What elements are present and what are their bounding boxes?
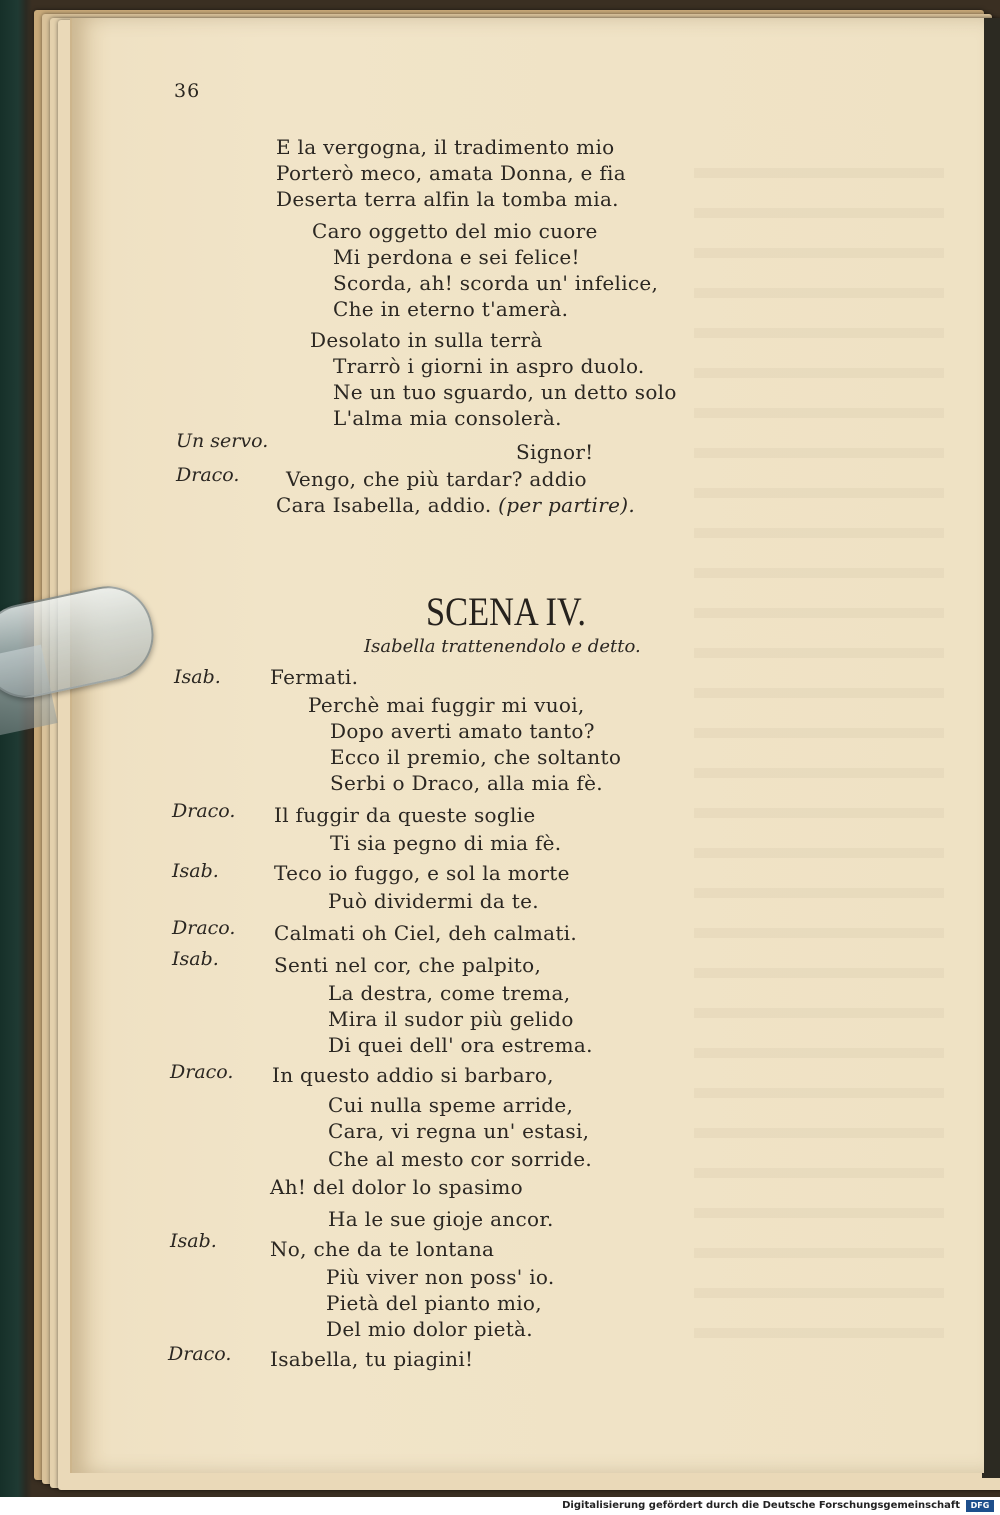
- verse-line: Cui nulla speme arride,: [328, 1093, 574, 1117]
- scene-title: SCENA IV.: [426, 589, 586, 634]
- verse-line: [276, 493, 635, 517]
- speaker-label: Isab.: [172, 860, 219, 882]
- speaker-label: Draco.: [168, 1343, 232, 1365]
- speaker-label: Isab.: [172, 948, 219, 970]
- verse-line: Più viver non poss' io.: [326, 1265, 555, 1289]
- verse-line: Fermati.: [270, 665, 359, 689]
- speaker-label: Draco.: [176, 464, 240, 486]
- verse-line: E la vergogna, il tradimento mio: [276, 135, 615, 159]
- show-through-text: [694, 138, 944, 1338]
- verse-line: Cara, vi regna un' estasi,: [328, 1119, 590, 1143]
- verse-line: Dopo averti amato tanto?: [330, 719, 595, 743]
- verse-line: Vengo, che più tardar? addio: [286, 467, 587, 491]
- verse-line: Pietà del pianto mio,: [326, 1291, 542, 1315]
- verse-line: Perchè mai fuggir mi vuoi,: [308, 693, 585, 717]
- verse-line: Serbi o Draco, alla mia fè.: [330, 771, 603, 795]
- verse-text: Cara Isabella, addio.: [276, 493, 492, 517]
- verse-line: Deserta terra alfin la tomba mia.: [276, 187, 619, 211]
- verse-line: Caro oggetto del mio cuore: [312, 219, 598, 243]
- verse-line: Ecco il premio, che soltanto: [330, 745, 622, 769]
- page-number: 36: [174, 80, 201, 102]
- stage-direction: (per partire).: [498, 493, 636, 517]
- verse-line: Scorda, ah! scorda un' infelice,: [333, 271, 659, 295]
- verse-line: Il fuggir da queste soglie: [274, 803, 536, 827]
- verse-line: Teco io fuggo, e sol la morte: [274, 861, 570, 885]
- speaker-label: Isab.: [170, 1230, 217, 1252]
- verse-line: Ah! del dolor lo spasimo: [270, 1175, 523, 1199]
- speaker-label: Isab.: [174, 666, 221, 688]
- verse-line: Ha le sue gioje ancor.: [328, 1207, 554, 1231]
- speaker-label: Draco.: [170, 1061, 234, 1083]
- speaker-label: Un servo.: [176, 430, 269, 452]
- verse-line: Signor!: [516, 440, 594, 464]
- verse-line: No, che da te lontana: [270, 1237, 495, 1261]
- speaker-label: Draco.: [172, 917, 236, 939]
- verse-line: Trarrò i giorni in aspro duolo.: [333, 354, 645, 378]
- verse-line: Ne un tuo sguardo, un detto solo: [333, 380, 677, 404]
- scene-subtitle: Isabella trattenendolo e detto.: [364, 636, 641, 657]
- verse-line: Del mio dolor pietà.: [326, 1317, 533, 1341]
- verse-line: Senti nel cor, che palpito,: [274, 953, 542, 977]
- verse-line: Può dividermi da te.: [328, 889, 539, 913]
- speaker-label: Draco.: [172, 800, 236, 822]
- verse-line: La destra, come trema,: [328, 981, 571, 1005]
- verse-line: Desolato in sulla terrà: [310, 328, 543, 352]
- footer-credit: Digitalisierung gefördert durch die Deutsche Forschungsgemeinschaft: [562, 1500, 960, 1511]
- verse-line: Che al mesto cor sorride.: [328, 1147, 593, 1171]
- verse-line: Isabella, tu piagini!: [270, 1347, 474, 1371]
- dfg-logo: DFG: [966, 1500, 994, 1512]
- verse-line: Ti sia pegno di mia fè.: [330, 831, 562, 855]
- book-right-edge: [982, 18, 1000, 1478]
- verse-line: In questo addio si barbaro,: [272, 1063, 554, 1087]
- verse-line: Che in eterno t'amerà.: [333, 297, 569, 321]
- verse-line: Calmati oh Ciel, deh calmati.: [274, 921, 578, 945]
- verse-line: L'alma mia consolerà.: [333, 406, 562, 430]
- verse-line: Mira il sudor più gelido: [328, 1007, 574, 1031]
- verse-line: Mi perdona e sei felice!: [333, 245, 580, 269]
- verse-line: Di quei dell' ora estrema.: [328, 1033, 593, 1057]
- verse-line: Porterò meco, amata Donna, e fia: [276, 161, 626, 185]
